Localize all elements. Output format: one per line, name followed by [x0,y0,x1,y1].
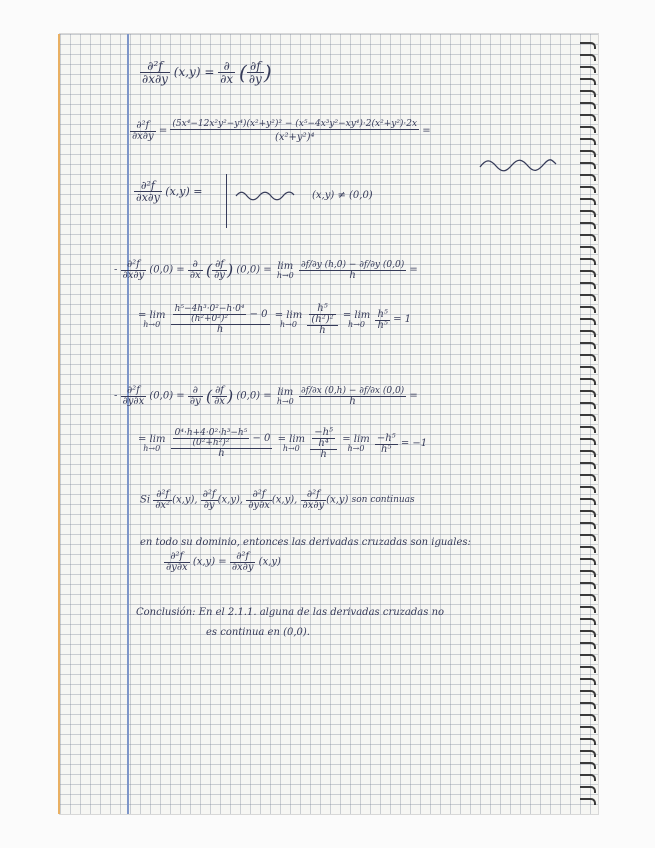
frac-num: ∂²f [147,59,163,73]
spiral-ring [580,582,596,589]
frac-den: h [171,448,273,459]
brace [226,174,233,228]
conclusion-line2: es continua en (0,0). [206,627,310,638]
spiral-ring [580,150,596,157]
frac-num: ∂f/∂x (0,h) − ∂f/∂x (0,0) [300,385,405,396]
result: = 1 [393,314,411,325]
lim-sub: h→0 [143,320,161,329]
spiral-ring [580,666,596,673]
frac-den: (0²+h²)² [173,438,250,448]
spiral-ring [580,126,596,133]
fraction [201,490,218,511]
args: (0,0) = [236,390,272,402]
spiral-ring [580,234,596,241]
lim-label: = lim [138,310,166,321]
spiral-ring [580,558,596,565]
spiral-ring [580,654,596,661]
spiral-ring [580,330,596,337]
frac-den: h⁵ [377,319,388,331]
lim-label: lim [277,386,294,398]
frac-den: ∂x² [155,500,171,511]
frac-den: ∂x∂y [231,562,254,573]
spiral-ring [580,306,596,313]
frac-den: (x²+y²)⁴ [170,129,419,143]
spiral-ring [580,486,596,493]
frac-num: −h⁵ [314,427,334,438]
spiral-ring [580,702,596,709]
frac-den: h [299,396,406,407]
inner-fraction [173,429,250,448]
lim-sub: h→0 [347,444,365,453]
spiral-ring [580,762,596,769]
frac-den: ∂x [214,396,225,407]
operator-fraction [188,260,203,281]
frac-num [307,304,337,325]
spiral-ring [580,738,596,745]
args: (0,0) = [149,390,185,402]
mid-fraction [310,428,337,460]
args: (x,y) = [165,185,203,198]
spiral-ring [580,630,596,637]
frac-num: ∂²f [136,120,150,131]
tail-text: son continuas [351,495,415,505]
lhs-fraction [130,121,156,142]
spiral-ring [580,534,596,541]
lhs-fraction [140,60,170,85]
frac-num: ∂ [192,385,198,396]
squiggle [478,158,558,172]
spiral-binding [578,42,596,812]
equals: = [409,390,418,402]
frac-den: h [307,325,337,336]
frac-den: ∂x [189,270,201,281]
frac-num: ∂ [192,259,198,270]
spiral-ring [580,594,596,601]
spiral-ring [580,270,596,277]
rhs-fraction [170,120,419,143]
args: (x,y), [217,494,244,506]
limit [136,435,167,453]
frac-den: ∂x∂y [302,500,325,511]
mid-fraction [307,304,337,336]
spiral-ring [580,174,596,181]
spiral-ring [580,474,596,481]
inner-fraction [312,428,335,449]
frac-den: (h²+0²)² [173,314,247,324]
notebook-page [60,34,598,814]
spiral-ring [580,450,596,457]
fraction [153,490,172,511]
result: = −1 [400,438,428,449]
equals: = [422,125,431,137]
lim-sub: h→0 [276,396,294,406]
frac-den: ∂y [201,500,218,511]
args: (x,y) = [173,65,215,79]
frac-den: ∂y [248,72,262,86]
frac-den: (h²)² [311,314,334,325]
big-fraction [171,429,273,459]
equals: = [158,125,168,137]
frac-num: ∂f [250,59,261,73]
big-fraction [171,305,270,335]
args: (x,y) = [192,556,227,568]
limit [275,388,296,406]
frac-num: ∂²f [126,385,140,396]
frac-num: ∂²f [252,489,266,500]
args: (x,y) [258,556,281,568]
frac-num: 0⁴·h+4·0²·h³−h⁵ [174,428,248,438]
spiral-ring [580,66,596,73]
paren: ( [239,60,247,85]
lim-label: lim [277,260,294,272]
frac-den: h [171,324,270,335]
spiral-ring [580,54,596,61]
conclusion-line1: Conclusión: En el 2.1.1. alguna de las derivadas cruzadas no [136,607,445,618]
lim-sub: h→0 [279,320,297,329]
lim-sub: h→0 [143,444,161,453]
frac-num: ∂f [215,385,224,396]
spiral-ring [580,606,596,613]
spiral-ring [580,294,596,301]
frac-num: ∂ [223,59,230,73]
operator-fraction [188,386,203,407]
limit [340,435,371,453]
fraction [164,552,190,573]
frac-num: ∂f [215,259,224,270]
lhs-fraction [134,180,162,203]
schwarz-conclusion-line: en todo su dominio, entonces las derivadas cruzadas son iguales: [140,537,471,548]
frac-den: ∂y∂x [122,396,145,407]
definition-line [140,60,272,85]
args: (0,0) = [149,264,185,276]
spiral-ring [580,282,596,289]
spiral-ring [580,546,596,553]
frac-den: ∂y∂x [166,562,188,573]
difference-quotient [299,261,406,281]
frac-den: ∂x [220,72,234,86]
lim-sub: h→0 [282,444,300,453]
spiral-ring [580,186,596,193]
final-fraction [375,434,398,455]
minus-zero: − 0 [249,309,268,320]
args: (x,y), [172,494,198,506]
lim-label: = lim [274,310,303,321]
frac-num: (5x⁴−12x²y²−y⁴)(x²+y²)² − (x⁵−4x³y²−xy⁴)·2(x²+y²)·2x [172,119,418,129]
frac-den: ∂x∂y [142,72,168,86]
final-fraction [375,310,389,331]
frac-num: ∂²f [140,179,155,192]
paren: ) [263,60,272,85]
spiral-ring [580,438,596,445]
frac-num: −h⁵ [376,432,396,444]
lim-sub: h→0 [276,270,294,280]
partial-at-origin-line1 [114,386,418,407]
spiral-ring [580,570,596,577]
spiral-ring [580,522,596,529]
args: (x,y) [326,494,349,506]
frac-num: ∂²f [156,489,170,500]
operator-fraction [218,60,235,85]
spiral-ring [580,690,596,697]
limit [136,311,167,329]
frac-num: ∂²f [202,489,216,500]
frac-den: ∂y [189,396,201,407]
squiggle [234,190,296,202]
spiral-ring [580,726,596,733]
si-word: Si [140,494,151,506]
inner-fraction [309,304,335,325]
derivative-formula [130,120,431,143]
inner-fraction [212,386,227,407]
spiral-ring [580,786,596,793]
spiral-ring [580,798,596,805]
spiral-ring [580,366,596,373]
spiral-ring [580,510,596,517]
spiral-ring [580,222,596,229]
limit [276,435,307,453]
equals: = [409,264,418,276]
spiral-ring [580,162,596,169]
frac-den: ∂x∂y [122,270,145,281]
spiral-ring [580,42,596,49]
lhs-fraction [121,386,147,407]
frac-num [171,429,273,448]
frac-num: ∂²f [170,551,184,562]
partial-at-origin-line2 [136,428,427,460]
frac-den: h [299,270,406,281]
spiral-ring [580,426,596,433]
inner-fraction [212,260,227,281]
lim-sub: h→0 [348,320,365,329]
frac-num [310,428,337,449]
spiral-ring [580,390,596,397]
piecewise-line [134,180,203,203]
spiral-ring [580,714,596,721]
spiral-ring [580,378,596,385]
frac-num: h⁵ [377,308,388,320]
frac-den: h [310,449,337,460]
lim-label: = lim [342,434,370,445]
spiral-ring [580,102,596,109]
lhs-fraction [121,260,147,281]
frac-den: h⁵ [375,444,398,455]
frac-den: h⁴ [312,438,335,449]
bullet: - [114,390,118,402]
fraction [230,552,256,573]
spiral-ring [580,114,596,121]
spiral-ring [580,90,596,97]
spiral-ring [580,354,596,361]
spiral-ring [580,414,596,421]
paren: ) [226,386,234,406]
lim-label: = lim [342,310,371,321]
spiral-ring [580,210,596,217]
frac-num [171,305,270,324]
frac-num: h⁵ [317,303,328,314]
lim-label: = lim [138,434,166,445]
partial-at-origin-line2 [136,304,411,336]
args: (0,0) = [236,264,272,276]
spiral-ring [580,258,596,265]
spiral-ring [580,618,596,625]
inner-fraction [247,60,264,85]
spiral-ring [580,642,596,649]
frac-den: ∂y [214,270,225,281]
spiral-ring [580,462,596,469]
margin-line [127,34,129,814]
spiral-ring [580,342,596,349]
spiral-ring [580,750,596,757]
partial-at-origin-line1 [114,260,418,281]
frac-num: ∂²f [236,551,250,562]
paren: ( [205,386,213,406]
args: (x,y), [271,494,298,506]
spiral-ring [580,246,596,253]
cross-derivatives-equation [164,552,281,573]
frac-num: ∂f/∂y (h,0) − ∂f/∂y (0,0) [300,259,405,270]
spiral-ring [580,78,596,85]
condition: (x,y) ≠ (0,0) [312,190,373,201]
spiral-ring [580,774,596,781]
frac-num: ∂²f [306,489,320,500]
frac-num: ∂²f [126,259,140,270]
minus-zero: − 0 [252,433,271,444]
paren: ) [226,260,234,280]
fraction [246,490,272,511]
lim-label: = lim [277,434,306,445]
frac-den: ∂x∂y [132,131,154,142]
fraction [301,490,327,511]
frac-den: ∂y∂x [248,500,270,511]
limit [275,262,296,280]
schwarz-condition-line [140,490,415,511]
spiral-ring [580,198,596,205]
difference-quotient [299,387,406,407]
paren: ( [205,260,213,280]
limit [341,311,372,329]
frac-num: h⁵−4h³·0²−h·0⁴ [174,304,245,314]
spiral-ring [580,678,596,685]
inner-fraction [173,305,247,324]
spiral-ring [580,402,596,409]
frac-den: ∂x∂y [136,191,160,204]
spiral-ring [580,318,596,325]
bullet: - [114,264,118,276]
spiral-ring [580,138,596,145]
spiral-ring [580,498,596,505]
limit [273,311,304,329]
